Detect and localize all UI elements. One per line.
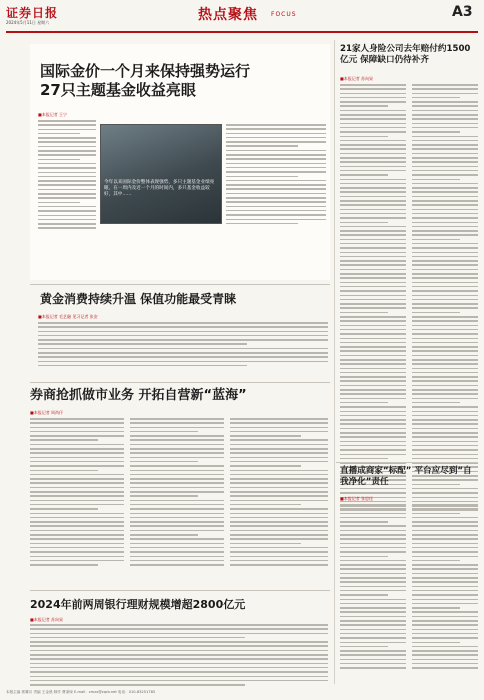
livestream-headline[interactable]: 直播成商家“标配” 平台应尽到“自我净化”责任 xyxy=(340,466,472,487)
paper-name: 证券日报 xyxy=(6,6,59,20)
masthead-rule xyxy=(6,31,478,33)
brokers-byline: ■本报记者 周尚伃 xyxy=(30,410,64,415)
gold-consumption-headline[interactable]: 黄金消费持续升温 保值功能最受青睐 xyxy=(40,292,237,306)
livestream-byline: ■本报记者 张思佳 xyxy=(340,496,374,501)
section-title: 热点聚焦 xyxy=(198,7,258,23)
masthead xyxy=(0,0,484,33)
divider xyxy=(30,284,330,285)
insurance-body-col1 xyxy=(340,84,406,514)
main-story-body-col2 xyxy=(226,124,326,227)
wealth-headline[interactable]: 2024年前两周银行理财规模增超2800亿元 xyxy=(30,598,246,611)
insurance-byline: ■本报记者 苏向杲 xyxy=(340,76,374,81)
gold-consumption-byline: ■本报记者 毛艺融 见习记者 张安 xyxy=(38,314,98,319)
brokers-body-col3 xyxy=(230,418,328,568)
gold-photo xyxy=(100,124,222,224)
brokers-headline[interactable]: 券商抢抓做市业务 开拓自营新“蓝海” xyxy=(30,388,247,403)
livestream-body-col2 xyxy=(412,504,478,672)
divider xyxy=(336,462,478,463)
page-footer: 本版主编 郭冀川 责编 王金晨 制作 曹秉琛 E-mail：zmzx@zqrb.net 电话：010-83251785 xyxy=(6,690,156,694)
column-rule xyxy=(334,40,335,684)
livestream-body-col1 xyxy=(340,504,406,672)
divider xyxy=(30,590,330,591)
main-story-body xyxy=(38,120,96,232)
main-story-byline: ■本报记者 王宁 xyxy=(38,112,68,117)
divider xyxy=(30,382,330,383)
page-number: A3 xyxy=(452,4,473,20)
brokers-body-col2 xyxy=(130,418,224,568)
section-title-en: FOCUS xyxy=(271,11,297,18)
insurance-headline[interactable]: 21家人身险公司去年赔付约1500亿元 保障缺口仍待补齐 xyxy=(340,44,471,65)
main-headline-line1: 国际金价一个月来保持强势运行 xyxy=(40,62,251,80)
insurance-body-col2 xyxy=(412,84,478,514)
photo-caption: 今年以来国际金价整体表现强势，多只主题基金业绩亮眼，在一周内及近一个月的时间内，多只基金收益较好，其中…… xyxy=(104,180,215,198)
main-story-headline[interactable] xyxy=(40,62,340,100)
wealth-byline: ■本报记者 苏向杲 xyxy=(30,617,64,622)
wealth-body xyxy=(30,624,328,688)
main-headline-line2: 27只主题基金收益亮眼 xyxy=(40,80,196,99)
issue-date: 2024年5月11日 星期六 xyxy=(6,20,50,25)
gold-consumption-body xyxy=(38,322,328,369)
brokers-body-col1 xyxy=(30,418,124,568)
